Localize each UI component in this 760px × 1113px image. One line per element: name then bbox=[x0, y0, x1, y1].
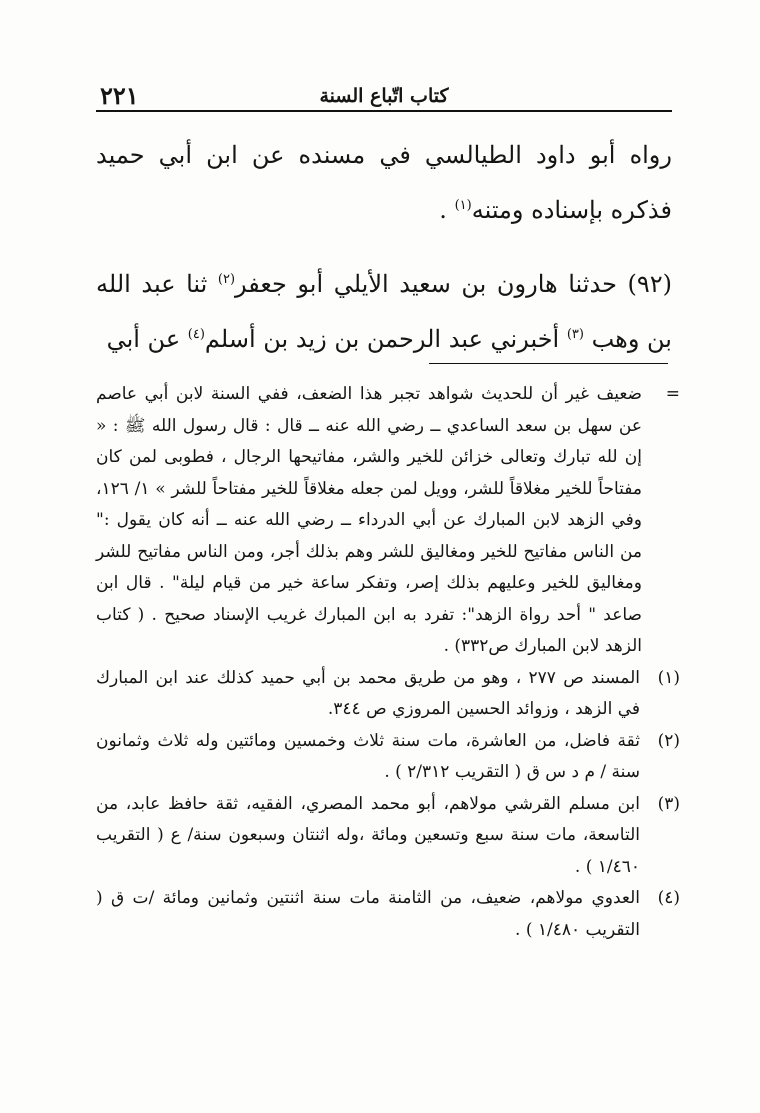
footnote-4-marker: (٤) bbox=[657, 888, 680, 908]
paragraph-1-text: رواه أبو داود الطيالسي في مسنده عن ابن أبي حميد فذكره بإسناده ومتنه bbox=[96, 141, 672, 224]
footnote-separator bbox=[429, 363, 668, 364]
hadith-92-part-b: ثنا عبد الله بن وهب bbox=[96, 270, 672, 353]
footnote-2-text: ثقة فاضل، من العاشرة، مات سنة ثلاث وخمسين ومائتين وله ثلاث وثمانون سنة / م د س ق ( التقريب ٢/٣١٢ ) . bbox=[96, 730, 640, 782]
page-number: ٢٢١ bbox=[100, 81, 139, 110]
paragraph-1 bbox=[96, 128, 672, 238]
footnote-3 bbox=[96, 789, 680, 884]
footnote-4-text: العدوي مولاهم، ضعيف، من الثامنة مات سنة اثنتين وثمانين ومائة /ت ق ( التقريب ١/٤٨٠ ) . bbox=[96, 888, 640, 940]
footnote-1-text: المسند ص ٢٧٧ ، وهو من طريق محمد بن أبي حميد كذلك عند ابن المبارك في الزهد ، وزوائد الحسين المروزي ص ٣٤٤. bbox=[96, 667, 640, 719]
footnote-2-marker: (٢) bbox=[657, 730, 680, 751]
paragraph-1-end: . bbox=[439, 196, 455, 224]
hadith-92-part-d: عن أبي bbox=[106, 325, 188, 353]
footnote-continuation bbox=[96, 379, 680, 663]
hadith-92-part-c: أخبرني عبد الرحمن بن زيد بن أسلم bbox=[204, 325, 567, 353]
footnote-1 bbox=[96, 663, 680, 726]
continuation-marker: = bbox=[665, 384, 680, 404]
footnote-2 bbox=[96, 726, 680, 789]
footnote-1-marker: (١) bbox=[657, 667, 680, 688]
paragraph-gap bbox=[96, 238, 672, 257]
book-title: كتاب اتّباع السنة bbox=[319, 85, 449, 107]
footnote-3-marker: (٣) bbox=[657, 793, 680, 814]
footnote-ref-4: (٤) bbox=[187, 327, 205, 342]
footnotes bbox=[96, 379, 680, 946]
hadith-92-part-a: (٩٢) حدثنا هارون بن سعيد الأيلي أبو جعفر bbox=[235, 270, 672, 298]
footnote-4 bbox=[96, 883, 680, 946]
running-header bbox=[96, 81, 672, 112]
main-text bbox=[96, 128, 672, 367]
footnote-ref-1: (١) bbox=[454, 198, 472, 213]
footnote-ref-2: (٢) bbox=[217, 272, 236, 287]
footnote-3-text: ابن مسلم القرشي مولاهم، أبو محمد المصري، الفقيه، ثقة حافظ عابد، من التاسعة، مات سنة سبع وتسعين ومائة ،وله اثنتان وسبعون سنة/ ع ( التقريب ١/٤٦٠ ) . bbox=[96, 793, 640, 877]
footnote-ref-3: (٣) bbox=[566, 327, 584, 342]
hadith-92 bbox=[96, 257, 672, 367]
footnote-continuation-text: ضعيف غير أن للحديث شواهد تجبر هذا الضعف، ففي السنة لابن أبي عاصم عن سهل بن سعد الساعدي ــ رضي الله عنه ــ قال : قال رسول الله ﷺ : « إن لله تبارك وتعالى خزائن للخير والشر، مفاتيحها الرجال ، فطوبى لمن كان مفتاحاً للخير مغلاقاً للشر، وويل لمن جعله مغلاقاً للخير مفتاحاً للشر » ١/ ١٢٦، وفي الزهد لابن المبارك عن أبي الدرداء ــ رضي الله عنه ــ أنه كان يقول :" من الناس مفاتيح للخير ومغاليق للشر وهم بذلك أجر، ومن الناس مفاتيح للشر ومغاليق للخير وعليهم بذلك إصر، وتفكر ساعة خير من قيام ليلة" . قال ابن صاعد " أحد رواة الزهد": تفرد به ابن المبارك غريب الإسناد صحيح . ( كتاب الزهد لابن المبارك ص٣٣٢) . bbox=[96, 384, 642, 656]
